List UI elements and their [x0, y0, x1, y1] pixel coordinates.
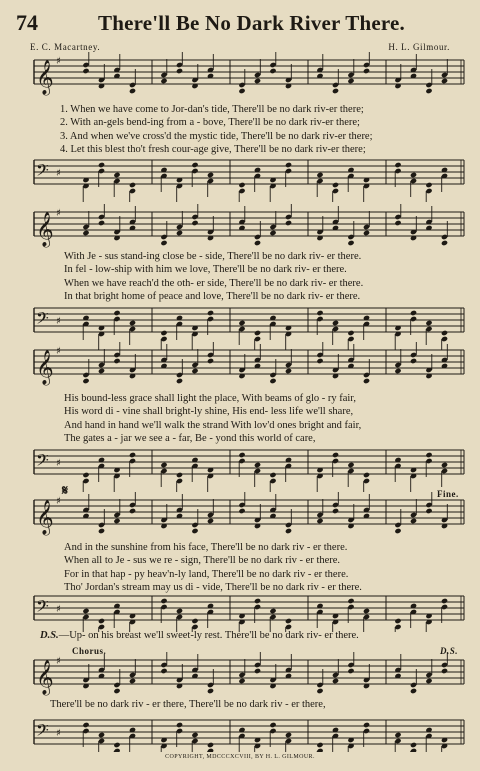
chorus-lyric: There'll be no dark riv - er there, There'll be no dark riv - er there,: [50, 699, 326, 710]
verse-line: With Je - sus stand-ing close be - side, There'll be no dark riv- er there.: [64, 251, 362, 262]
verse-line: In that bright home of peace and love, There'll be no dark riv- er there.: [64, 290, 361, 302]
verse-line: 3. And when we've cross'd the mystic tide, There'll be no dark riv-er there;: [60, 130, 373, 142]
verses-system-2: [64, 250, 480, 303]
fine-mark: Fine.: [437, 489, 459, 499]
svg-text:𝄢: 𝄢: [36, 450, 49, 474]
verse-line: When all to Je - sus we re - sign, There'll be no dark riv - er there.: [64, 555, 341, 567]
verse-line: And hand in hand we'll walk the strand With lov'd ones bright and fair,: [64, 419, 362, 431]
verse-line: In fel - low-ship with him we love, There'll be no dark riv- er there.: [64, 264, 347, 276]
treble-staff-3: [0, 342, 480, 394]
svg-text:𝄞: 𝄞: [36, 350, 54, 385]
ds-text: —Up- on his breast we'll sweet-ly rest. There'll be no dark riv- er there.: [58, 630, 359, 641]
svg-text:𝄢: 𝄢: [36, 596, 49, 620]
svg-text:𝄢: 𝄢: [36, 160, 49, 184]
verses-system-1: [60, 103, 480, 156]
segno-sign: 𝄋: [62, 484, 69, 499]
chorus-label: Chorus.: [72, 646, 107, 656]
treble-staff-2: [0, 204, 480, 256]
treble-staff-4: [0, 492, 480, 544]
verse-line: And in the sunshine from his face, There'll be no dark riv - er there.: [64, 542, 348, 553]
svg-text:♯: ♯: [56, 168, 61, 179]
copyright-notice: COPYRIGHT, MDCCCXCVIII, BY H. L. GILMOUR.: [165, 754, 315, 760]
svg-text:♯: ♯: [56, 496, 61, 507]
verse-line: 1. When we have come to Jor-dan's tide, There'll be no dark riv-er there;: [60, 104, 364, 115]
ds-mark: D.S.: [440, 646, 459, 656]
svg-text:♯: ♯: [56, 604, 61, 615]
bass-staff-1: [0, 152, 480, 202]
hymn-title: There'll Be No Dark River There.: [98, 11, 405, 35]
svg-text:𝄢: 𝄢: [36, 308, 49, 332]
verse-line: When we have reach'd the oth- er side, There'll be no dark riv- er there.: [64, 277, 364, 289]
verse-line: His word di - vine shall bright-ly shine, His end- less life we'll share,: [64, 406, 354, 418]
verse-line: Tho' Jordan's stream may us di - vide, There'll be no dark riv - er there.: [64, 581, 362, 593]
verses-system-4: [64, 541, 480, 594]
treble-staff-1: [0, 52, 480, 104]
hymn-number: 74: [16, 10, 38, 35]
verse-line: For in that hap - py heav'n-ly land, There'll be no dark riv - er there.: [64, 568, 349, 580]
svg-text:♯: ♯: [56, 346, 61, 357]
bass-staff-4: [0, 588, 480, 632]
svg-text:♯: ♯: [56, 728, 61, 739]
svg-text:𝄢: 𝄢: [36, 720, 49, 744]
bass-staff-5: [0, 712, 480, 752]
svg-text:♯: ♯: [56, 208, 61, 219]
bass-staff-3: [0, 442, 480, 492]
verse-line: 2. With an-gels bend-ing from a - bove, There'll be no dark riv-er there;: [60, 117, 360, 129]
svg-text:♯: ♯: [56, 458, 61, 469]
hymn-header: [14, 10, 466, 40]
composer-credit: H. L. Gilmour.: [388, 42, 450, 52]
svg-text:♯: ♯: [56, 316, 61, 327]
verse-line: His bound-less grace shall light the place, With beams of glo - ry fair,: [64, 393, 357, 404]
verse-line: 4. Let this blest tho't fresh cour-age give, There'll be no dark riv-er there;: [60, 143, 366, 155]
svg-text:𝄞: 𝄞: [36, 660, 54, 695]
svg-text:♯: ♯: [56, 56, 61, 67]
svg-text:𝄞: 𝄞: [36, 212, 54, 247]
verse-line: The gates a - jar we see a - far, Be - yond this world of care,: [64, 432, 316, 444]
svg-text:♯: ♯: [56, 656, 61, 667]
treble-staff-5: [0, 652, 480, 698]
svg-text:𝄞: 𝄞: [36, 60, 54, 95]
ds-label: D.S.: [40, 630, 59, 641]
ds-line: [40, 630, 359, 641]
author-credit: E. C. Macartney.: [30, 42, 101, 52]
verses-system-3: [64, 392, 480, 445]
svg-text:𝄞: 𝄞: [36, 500, 54, 535]
